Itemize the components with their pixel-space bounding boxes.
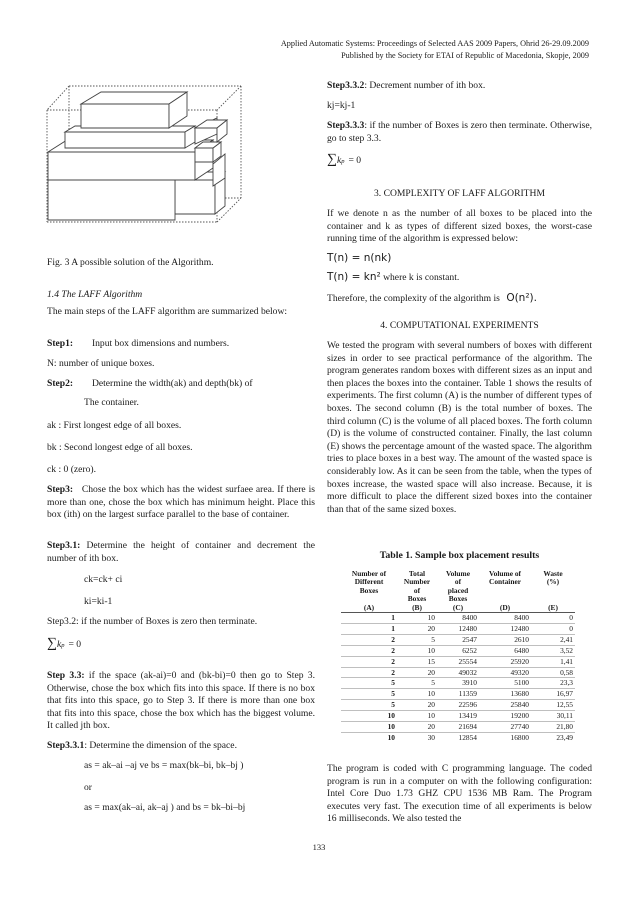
- sum-equals-right: = 0: [348, 155, 362, 166]
- table-cell: 27740: [479, 722, 531, 733]
- equation-ck: ck=ck+ ci: [84, 574, 123, 585]
- table-row: [341, 634, 575, 645]
- n-definition: N: number of unique boxes.: [47, 358, 155, 369]
- ck-definition: ck : 0 (zero).: [47, 464, 97, 475]
- table-cell: 12854: [437, 733, 479, 743]
- header-line: Container: [488, 577, 522, 587]
- equation-t1: T(n) = n(nk): [327, 252, 392, 264]
- figure-3-box-packing: [45, 82, 245, 242]
- equation-or: or: [84, 782, 92, 793]
- table-cell: 10: [341, 733, 397, 743]
- table-cell: 49032: [437, 667, 479, 678]
- table-cell: 23,49: [531, 733, 575, 743]
- section-3-paragraph: If we denote n as the number of all boxes to be placed into the container and k as types of different sized boxes, the worst-case running time of the algorithm is expressed below:: [327, 208, 592, 245]
- figure-3-caption: Fig. 3 A possible solution of the Algorithm.: [47, 257, 214, 268]
- table-cell: 2: [341, 667, 397, 678]
- step3-3: [47, 670, 315, 733]
- table-row: [341, 656, 575, 667]
- header-line: of: [413, 585, 421, 595]
- table-header-row: [341, 570, 575, 613]
- table-cell: 23,3: [531, 678, 575, 689]
- table-cell: 20: [397, 700, 437, 711]
- table-row: [341, 623, 575, 634]
- table-cell: 12480: [479, 623, 531, 634]
- section-1-4-heading: 1.4 The LAFF Algorithm: [47, 289, 143, 300]
- header-line: (%): [546, 577, 560, 587]
- step2-text: Determine the width(ak) and depth(bk) of: [91, 378, 253, 389]
- closing-paragraph: The program is coded with C programming language. The coded program is run in a computer on with the following configuration: Intel Core Duo 1.73 GHZ CPU 1536 MB Ram. The Program executes very fast. The execution time of all experiments is below 16 milliseconds. We also tested the: [327, 763, 592, 825]
- table-cell: 15: [397, 656, 437, 667]
- sum-symbol: ∑: [47, 636, 57, 651]
- step3-1-text: Determine the height of container and decrement the number of ith box.: [47, 540, 315, 564]
- step3-3-1-label: Step3.3.1: [47, 740, 85, 751]
- table-cell: 20: [397, 722, 437, 733]
- table-row: [341, 700, 575, 711]
- table-cell: 20: [397, 667, 437, 678]
- header-line-2: Published by the Society for ETAI of Republic of Macedonia, Skopje, 2009: [341, 50, 589, 60]
- header-line: Boxes: [407, 594, 427, 604]
- table-cell: 10: [397, 711, 437, 722]
- running-header: [281, 38, 589, 61]
- header-line: Different: [354, 577, 384, 587]
- table-cell: 10: [341, 711, 397, 722]
- table-cell: 10: [397, 613, 437, 624]
- table-row: [341, 667, 575, 678]
- table-cell: 2610: [479, 634, 531, 645]
- table-cell: 5: [341, 700, 397, 711]
- table-cell: 10: [397, 645, 437, 656]
- header-line: Waste: [543, 569, 563, 578]
- table-cell: 19200: [479, 711, 531, 722]
- header-line: of: [454, 577, 462, 587]
- table-row: [341, 645, 575, 656]
- intro-paragraph: The main steps of the LAFF algorithm are summarized below:: [47, 306, 288, 317]
- table-cell: 12,55: [531, 700, 575, 711]
- step3-3-2-label: Step3.3.2: [327, 80, 365, 91]
- table-1-caption: Table 1. Sample box placement results: [379, 550, 540, 561]
- table-cell: 1: [341, 613, 397, 624]
- col-d-header: [479, 570, 531, 613]
- table-cell: 5: [341, 689, 397, 700]
- ak-definition: ak : First longest edge of all boxes.: [47, 420, 182, 431]
- sum-k-right: k: [336, 155, 342, 166]
- header-line: Total: [408, 569, 426, 578]
- step1-text: Input box dimensions and numbers.: [91, 338, 230, 349]
- table-cell: 25840: [479, 700, 531, 711]
- table-row: [341, 722, 575, 733]
- equation-t2: T(n) = kn²: [327, 271, 381, 283]
- table-row: [341, 678, 575, 689]
- table-cell: 30,11: [531, 711, 575, 722]
- table-cell: 0,58: [531, 667, 575, 678]
- header-line: Volume of: [489, 569, 521, 578]
- step3: [47, 484, 315, 522]
- header-line: Number: [403, 577, 431, 587]
- header-line: (A): [363, 602, 375, 612]
- table-cell: 5: [397, 634, 437, 645]
- section-4-paragraph: We tested the program with several numbers of boxes with different sizes in order to see practical performance of the algorithm. The program generates random boxes with different sizes as an input and then places the boxes into the container. Table 1 shows the results of experiments. The first column (A) is the number of different types of boxes. The second column (B) is the total number of boxes. The third column (C) is the volume of all placed boxes. The forth column (D) is the volume of constructed container. Finally, the last column (E) shows the percentage amount of the wasted space. The algorithm tries to place boxes in a best way. The amount of the wasted space is considerably low. As it can be seen from the table, when the types of boxes increase, the wasted space will also increase. Because, it is more difficult to place the different sized boxes into the container than that of the same sized boxes.: [327, 340, 592, 515]
- table-cell: 11359: [437, 689, 479, 700]
- header-line: Number of: [351, 569, 387, 578]
- step3-3-text: if the space (ak-ai)=0 and (bk-bi)=0 then go to Step 3. Otherwise, chose the box which fits into this space. If there is no box that fits into this space, go to Step 3. If there is more than one box that fits into this space, chose the box which has the biggest volume. It called jth box.: [47, 670, 315, 732]
- equation-t2-line: [327, 267, 459, 285]
- step3-label: Step3:: [47, 484, 74, 495]
- table-cell: 2547: [437, 634, 479, 645]
- sum-p-sub-right: p: [341, 158, 345, 165]
- equation-as-1: as = ak–ai –aj ve bs = max(bk–bi, bk–bj ): [84, 760, 244, 771]
- col-e-header: [531, 570, 575, 613]
- step2-label: Step2:: [47, 378, 74, 389]
- step3-3-label: Step 3.3:: [47, 670, 85, 681]
- sum-equals: = 0: [68, 639, 82, 650]
- table-cell: 8400: [479, 613, 531, 624]
- step3-1-label: Step3.1:: [47, 540, 81, 551]
- table-cell: 3910: [437, 678, 479, 689]
- table-cell: 3,52: [531, 645, 575, 656]
- sum-equation-left: [47, 634, 81, 652]
- sum-k: k: [56, 639, 62, 650]
- table-cell: 10: [397, 689, 437, 700]
- table-cell: 2: [341, 656, 397, 667]
- table-cell: 0: [531, 613, 575, 624]
- complexity-value: O(n²).: [506, 292, 537, 304]
- step3-3-2-text: : Decrement number of ith box.: [364, 80, 486, 91]
- header-line: Boxes: [448, 594, 468, 604]
- table-cell: 13419: [437, 711, 479, 722]
- table-cell: 22596: [437, 700, 479, 711]
- table-cell: 2: [341, 645, 397, 656]
- table-cell: 20: [397, 623, 437, 634]
- complexity-line: [327, 292, 592, 306]
- step3-3-3-text: : if the number of Boxes is zero then terminate. Otherwise, go to step 3.3.: [327, 120, 592, 144]
- table-cell: 21,80: [531, 722, 575, 733]
- bk-definition: bk : Second longest edge of all boxes.: [47, 442, 193, 453]
- step3-text: Chose the box which has the widest surfaee area. If there is more than one, chose the box which has minimum height. Place this box (ith) on the largest surface parallel to the base of container.: [47, 484, 315, 521]
- step3-2: Step3.2: if the number of Boxes is zero then terminate.: [47, 616, 258, 627]
- sum-p-sub: p: [61, 642, 65, 649]
- table-cell: 13680: [479, 689, 531, 700]
- step3-3-3: [327, 120, 592, 145]
- table-row: [341, 613, 575, 624]
- table-cell: 49320: [479, 667, 531, 678]
- table-cell: 2,41: [531, 634, 575, 645]
- equation-kj: kj=kj-1: [327, 100, 356, 111]
- table-cell: 8400: [437, 613, 479, 624]
- equation-t2-note: where k is constant.: [380, 272, 460, 283]
- step3-3-1: [47, 740, 315, 753]
- table-cell: 6252: [437, 645, 479, 656]
- col-c-header: [437, 570, 479, 613]
- table-cell: 16800: [479, 733, 531, 743]
- step3-3-2: [327, 80, 592, 93]
- table-row: [341, 711, 575, 722]
- step2: [47, 378, 315, 391]
- page-number: 133: [312, 842, 326, 852]
- step3-3-1-text: : Determine the dimension of the space.: [84, 740, 237, 751]
- table-cell: 0: [531, 623, 575, 634]
- header-line: Boxes: [359, 585, 379, 595]
- header-line: (C): [452, 602, 464, 612]
- header-line: (B): [412, 602, 422, 612]
- table-cell: 5: [397, 678, 437, 689]
- header-line: (D): [499, 602, 511, 612]
- table-1: [341, 570, 575, 743]
- table-cell: 5: [341, 678, 397, 689]
- table-cell: 16,97: [531, 689, 575, 700]
- step3-3-3-label: Step3.3.3: [327, 120, 365, 131]
- sum-equation-right: [327, 150, 361, 168]
- equation-as-2: as = max(ak–ai, ak–aj ) and bs = bk–bi–bj: [84, 802, 246, 813]
- table-cell: 6480: [479, 645, 531, 656]
- step2-continued: The container.: [84, 397, 139, 408]
- col-a-header: [341, 570, 397, 613]
- table-cell: 1: [341, 623, 397, 634]
- table-cell: 25920: [479, 656, 531, 667]
- equation-ki: ki=ki-1: [84, 596, 113, 607]
- table-cell: 21694: [437, 722, 479, 733]
- table-cell: 10: [341, 722, 397, 733]
- table-row: [341, 689, 575, 700]
- col-b-header: [397, 570, 437, 613]
- table-cell: 1,41: [531, 656, 575, 667]
- therefore-text: Therefore, the complexity of the algorithm is: [327, 293, 500, 304]
- table-cell: 5100: [479, 678, 531, 689]
- header-line: Volume: [446, 569, 470, 578]
- table-row: [341, 733, 575, 743]
- step1-label: Step1:: [47, 338, 74, 349]
- table-cell: 25554: [437, 656, 479, 667]
- table-cell: 12480: [437, 623, 479, 634]
- section-4-heading: 4. COMPUTATIONAL EXPERIMENTS: [380, 320, 539, 331]
- step3-1: [47, 540, 315, 565]
- header-line: (E): [548, 602, 558, 612]
- section-3-heading: 3. COMPLEXITY OF LAFF ALGORITHM: [373, 188, 545, 199]
- table-cell: 30: [397, 733, 437, 743]
- header-line-1: Applied Automatic Systems: Proceedings of Selected AAS 2009 Papers, Ohrid 26-29.09.2009: [280, 39, 589, 48]
- step1: [47, 338, 315, 351]
- header-line: placed: [447, 585, 469, 595]
- sum-symbol-right: ∑: [327, 152, 337, 167]
- table-cell: 2: [341, 634, 397, 645]
